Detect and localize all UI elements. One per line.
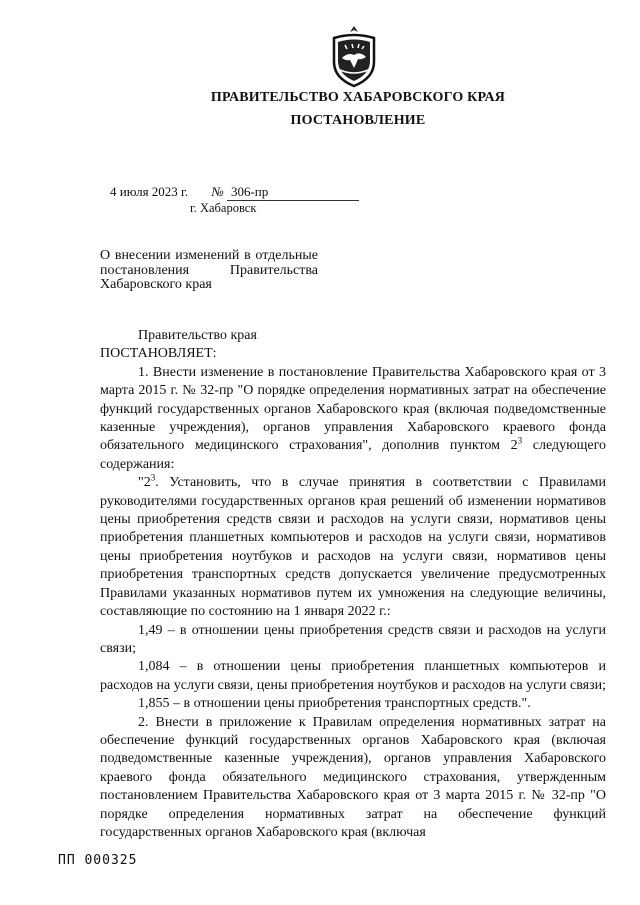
document-date: 4 июля 2023 г. <box>110 184 189 199</box>
paragraph-2 <box>100 474 606 621</box>
document-body <box>100 327 606 842</box>
paragraph-4: 1,084 – в отношении цены приобретения планшетных компьютеров и расходов на услуги связи, цены приобретения ноутбуков и расходов на услуги связи; <box>100 659 606 693</box>
document-type-heading: ПОСТАНОВЛЕНИЕ <box>290 113 426 128</box>
paragraph-3: 1,49 – в отношении цены приобретения средств связи и расходов на услуги связи; <box>100 622 606 656</box>
intro-line: Правительство края <box>138 328 257 343</box>
document-number: 306-пр <box>227 184 359 201</box>
paragraph-2-start: "2 <box>138 475 151 491</box>
serial-number: ПП 000325 <box>58 853 138 868</box>
paragraph-1-tail: следующего содержания: <box>100 438 606 472</box>
paragraph-2-text: . Установить, что в случае принятия в соответствии с Правилами руководителями государственных органов края решений об изменении нормативов цены приобретения средств связи и расходов на услуги связи, нормативов цены приобретения планшетных компьютеров и расходов на услуги связи, нормативов цены приобретения ноутбуков и расходов на услуги связи, нормативов цены приобретения транспортных средств допускается увеличение предусмотренных Правилами указанных нормативов путем их умножения на следующие величины, составляющие по состоянию на 1 января 2022 г.: <box>100 475 606 620</box>
city-label: г. Хабаровск <box>190 201 257 215</box>
date-number-line <box>110 184 359 201</box>
paragraph-2-superscript: 3 <box>150 472 156 483</box>
number-sign: № <box>211 184 224 199</box>
paragraph-6: 2. Внести в приложение к Правилам определения нормативных затрат на обеспечение функций государственных органов Хабаровского края (включая подведомственные казенные учреждения), органов управления Хабаровского краевого фонда обязательного медицинского страхования, утвержденным постановлением Правительства Хабаровского края от 3 марта 2015 г. № 32-пр "О порядке определения нормативных затрат на обеспечение функций государственных органов Хабаровского края (включая <box>100 714 606 840</box>
government-heading: ПРАВИТЕЛЬСТВО ХАБАРОВСКОГО КРАЯ <box>210 90 506 105</box>
document-subject: О внесении изменений в отдельные постановления Правительства Хабаровского края <box>100 248 318 292</box>
paragraph-1 <box>100 364 606 474</box>
resolves-line: ПОСТАНОВЛЯЕТ: <box>100 346 217 362</box>
paragraph-1-superscript: 3 <box>517 435 523 446</box>
paragraph-1-text: 1. Внести изменение в постановление Правительства Хабаровского края от 3 марта 2015 г. № 32-пр "О порядке определения нормативных затрат на обеспечение функций государственных органов Хабаровского края (включая подведомственные казенные учреждения), органов управления Хабаровского краевого фонда обязательного медицинского страхования", дополнив пунктом 2 <box>100 364 606 454</box>
paragraph-5: 1,855 – в отношении цены приобретения транспортных средств.". <box>138 696 531 712</box>
coat-of-arms-icon <box>328 24 380 88</box>
